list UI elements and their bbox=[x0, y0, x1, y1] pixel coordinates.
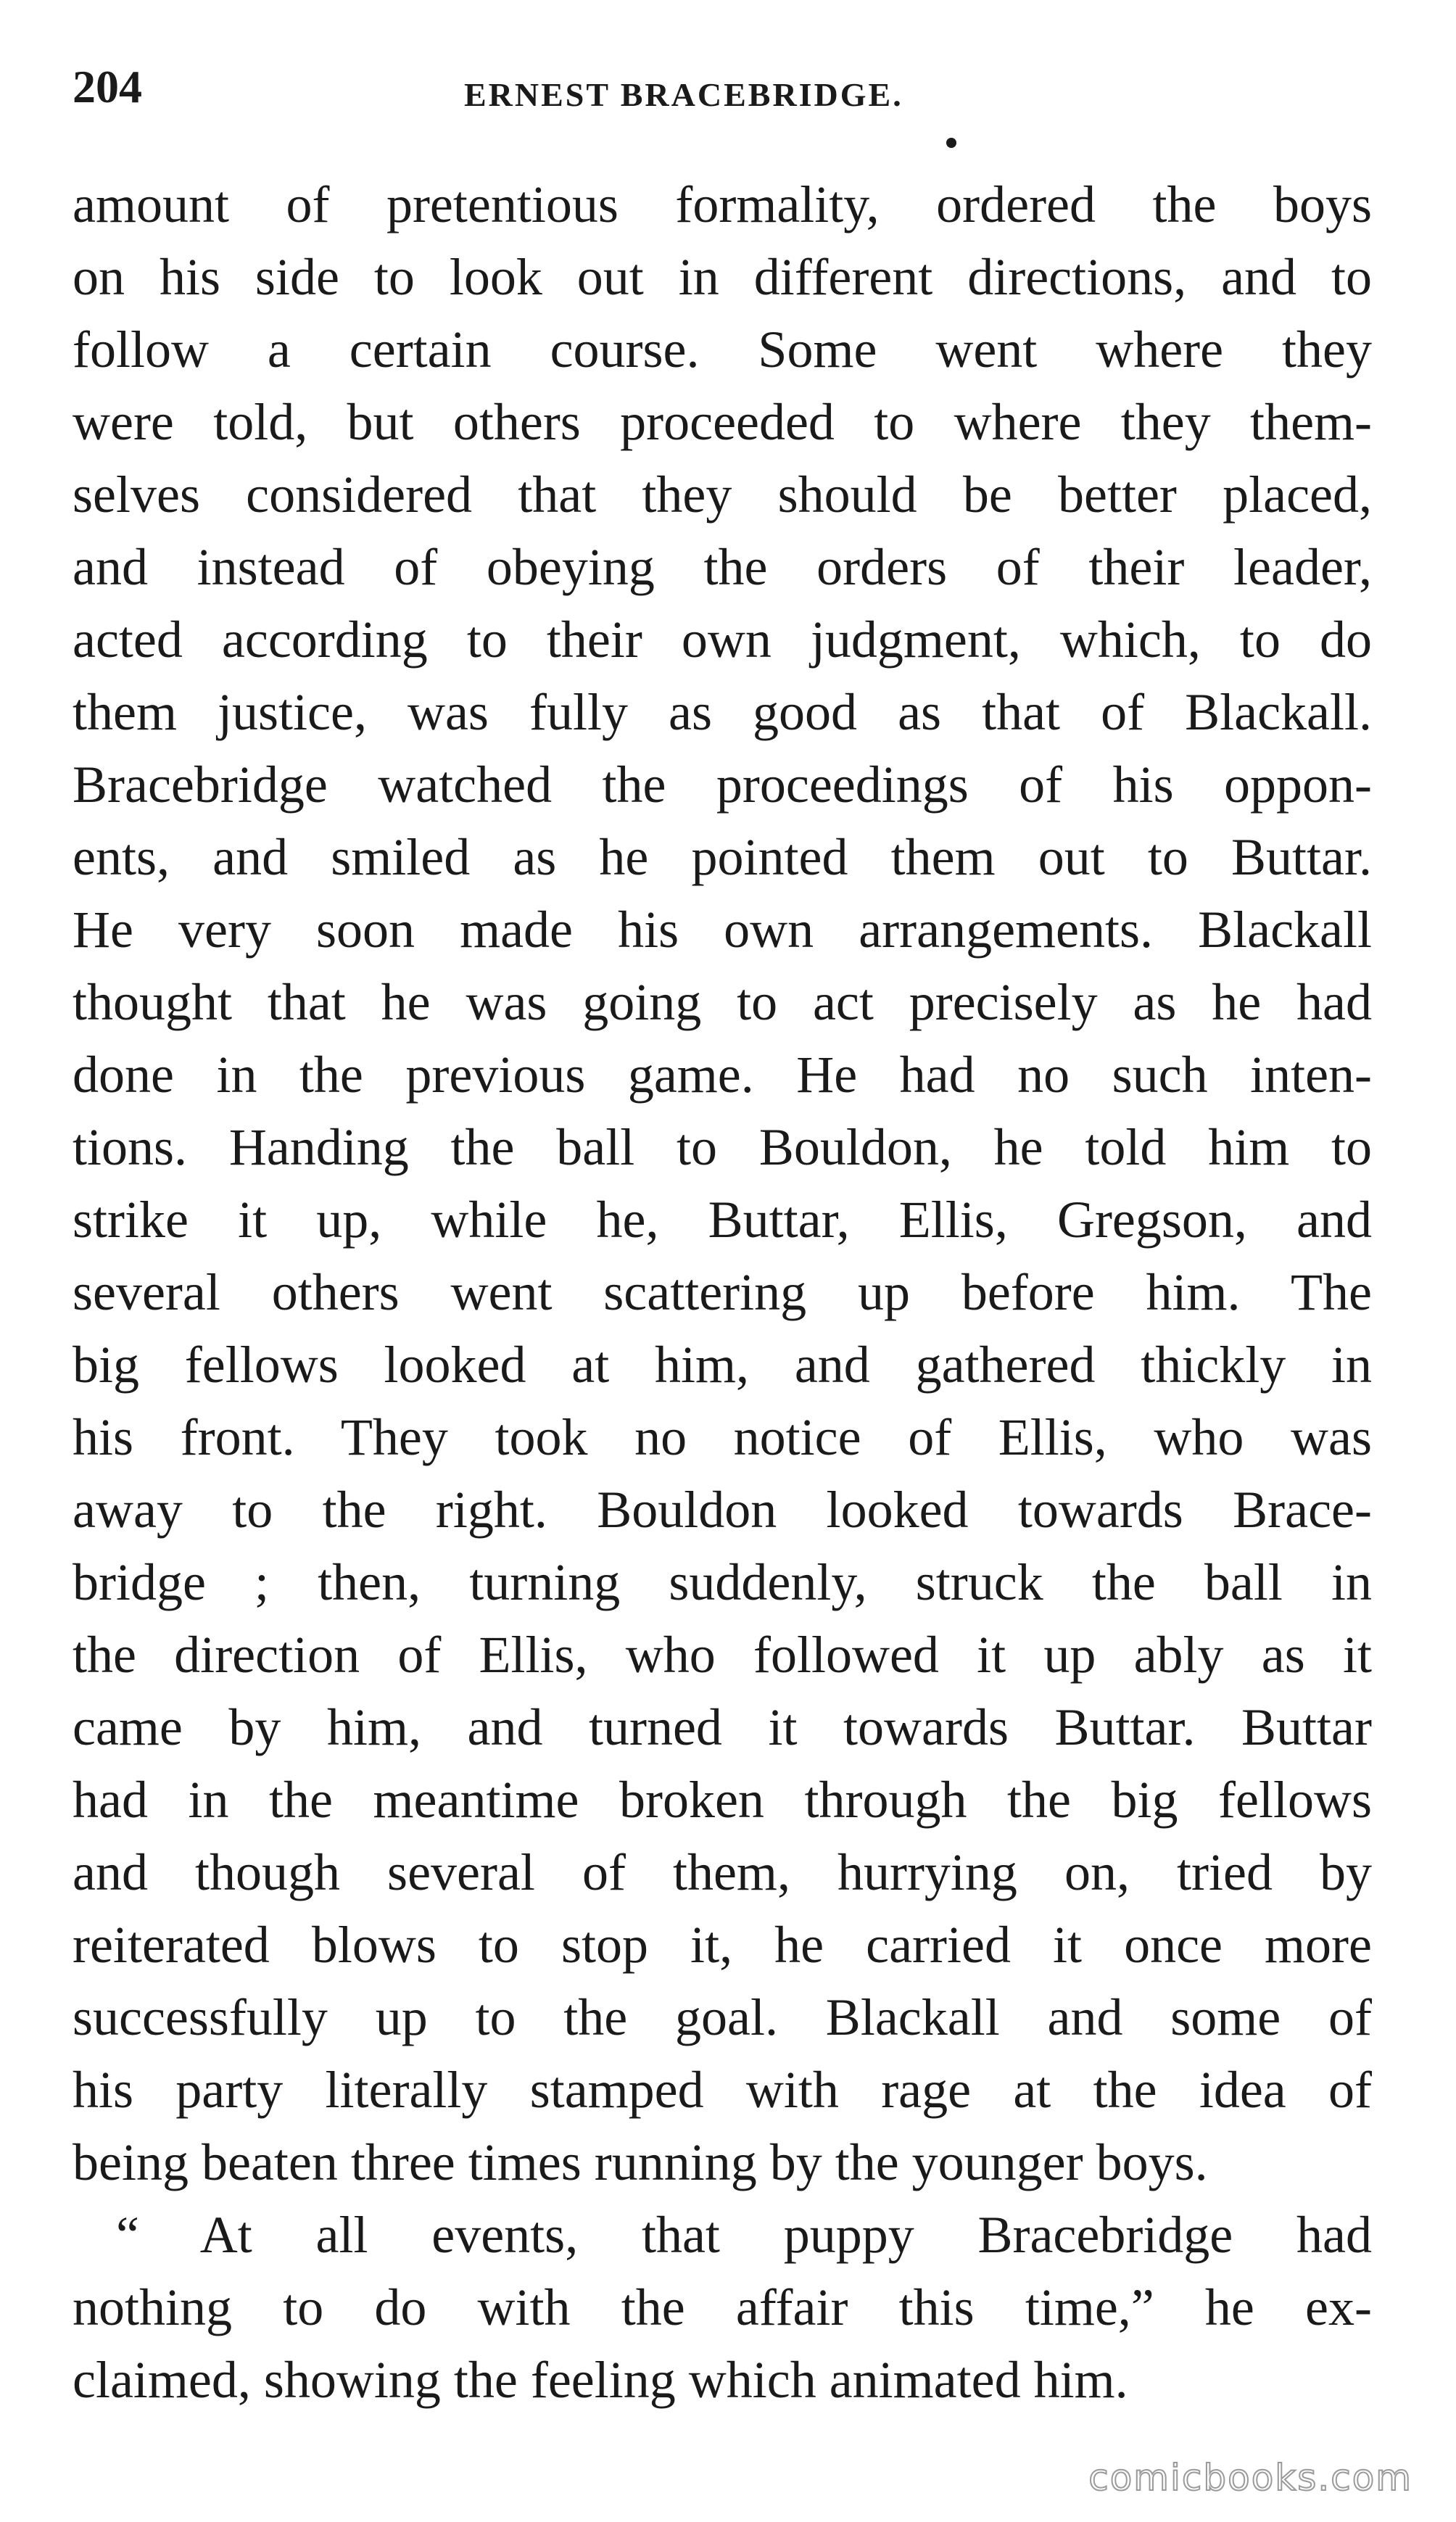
text-line: “ At all events, that puppy Bracebridge had bbox=[116, 2206, 1372, 2264]
printer-dot-mark bbox=[946, 138, 956, 148]
text-line: came by him, and turned it towards Buttar. Buttar bbox=[73, 1698, 1372, 1756]
text-line: and instead of obeying the orders of their leader, bbox=[73, 538, 1372, 596]
text-line: them justice, was fully as good as that of Blackall. bbox=[73, 683, 1372, 741]
text-line: away to the right. Bouldon looked towards Brace- bbox=[73, 1481, 1372, 1539]
text-line: reiterated blows to stop it, he carried it once more bbox=[73, 1916, 1372, 1974]
text-line: tions. Handing the ball to Bouldon, he told him to bbox=[73, 1118, 1372, 1176]
text-line: strike it up, while he, Buttar, Ellis, Gregson, and bbox=[73, 1191, 1372, 1249]
text-line: amount of pretentious formality, ordered the boys bbox=[73, 175, 1372, 233]
text-line: big fellows looked at him, and gathered thickly in bbox=[73, 1336, 1372, 1394]
body-text bbox=[73, 168, 1372, 2416]
text-line: nothing to do with the affair this time,” he ex- bbox=[73, 2278, 1372, 2336]
text-line: thought that he was going to act precisely as he had bbox=[73, 973, 1372, 1031]
text-line: done in the previous game. He had no such inten- bbox=[73, 1046, 1372, 1104]
text-line: claimed, showing the feeling which animated him. bbox=[73, 2351, 1128, 2409]
text-line: He very soon made his own arrangements. Blackall bbox=[73, 901, 1372, 959]
text-line: ents, and smiled as he pointed them out to Buttar. bbox=[73, 828, 1372, 886]
text-line: acted according to their own judgment, which, to do bbox=[73, 611, 1372, 669]
text-line: Bracebridge watched the proceedings of his oppon- bbox=[73, 756, 1372, 814]
text-line: his party literally stamped with rage at the idea of bbox=[73, 2061, 1372, 2119]
page-number: 204 bbox=[73, 61, 142, 112]
text-line: follow a certain course. Some went where they bbox=[73, 321, 1372, 379]
text-line: the direction of Ellis, who followed it up ably as it bbox=[73, 1626, 1372, 1684]
text-line: had in the meantime broken through the big fellows bbox=[73, 1771, 1372, 1829]
text-line: selves considered that they should be better placed, bbox=[73, 466, 1372, 524]
text-line: being beaten three times running by the younger boys. bbox=[73, 2133, 1208, 2191]
text-line: several others went scattering up before him. The bbox=[73, 1263, 1372, 1321]
text-line: were told, but others proceeded to where they them- bbox=[73, 393, 1372, 451]
watermark: comicbooks.com bbox=[1088, 2457, 1412, 2499]
text-line: successfully up to the goal. Blackall and some of bbox=[73, 1988, 1372, 2046]
text-line: bridge ; then, turning suddenly, struck the ball in bbox=[73, 1553, 1372, 1611]
text-line: his front. They took no notice of Ellis, who was bbox=[73, 1408, 1372, 1466]
text-line: on his side to look out in different directions, and to bbox=[73, 248, 1372, 306]
running-head: ERNEST BRACEBRIDGE. bbox=[464, 76, 903, 113]
text-line: and though several of them, hurrying on, tried by bbox=[73, 1843, 1372, 1901]
